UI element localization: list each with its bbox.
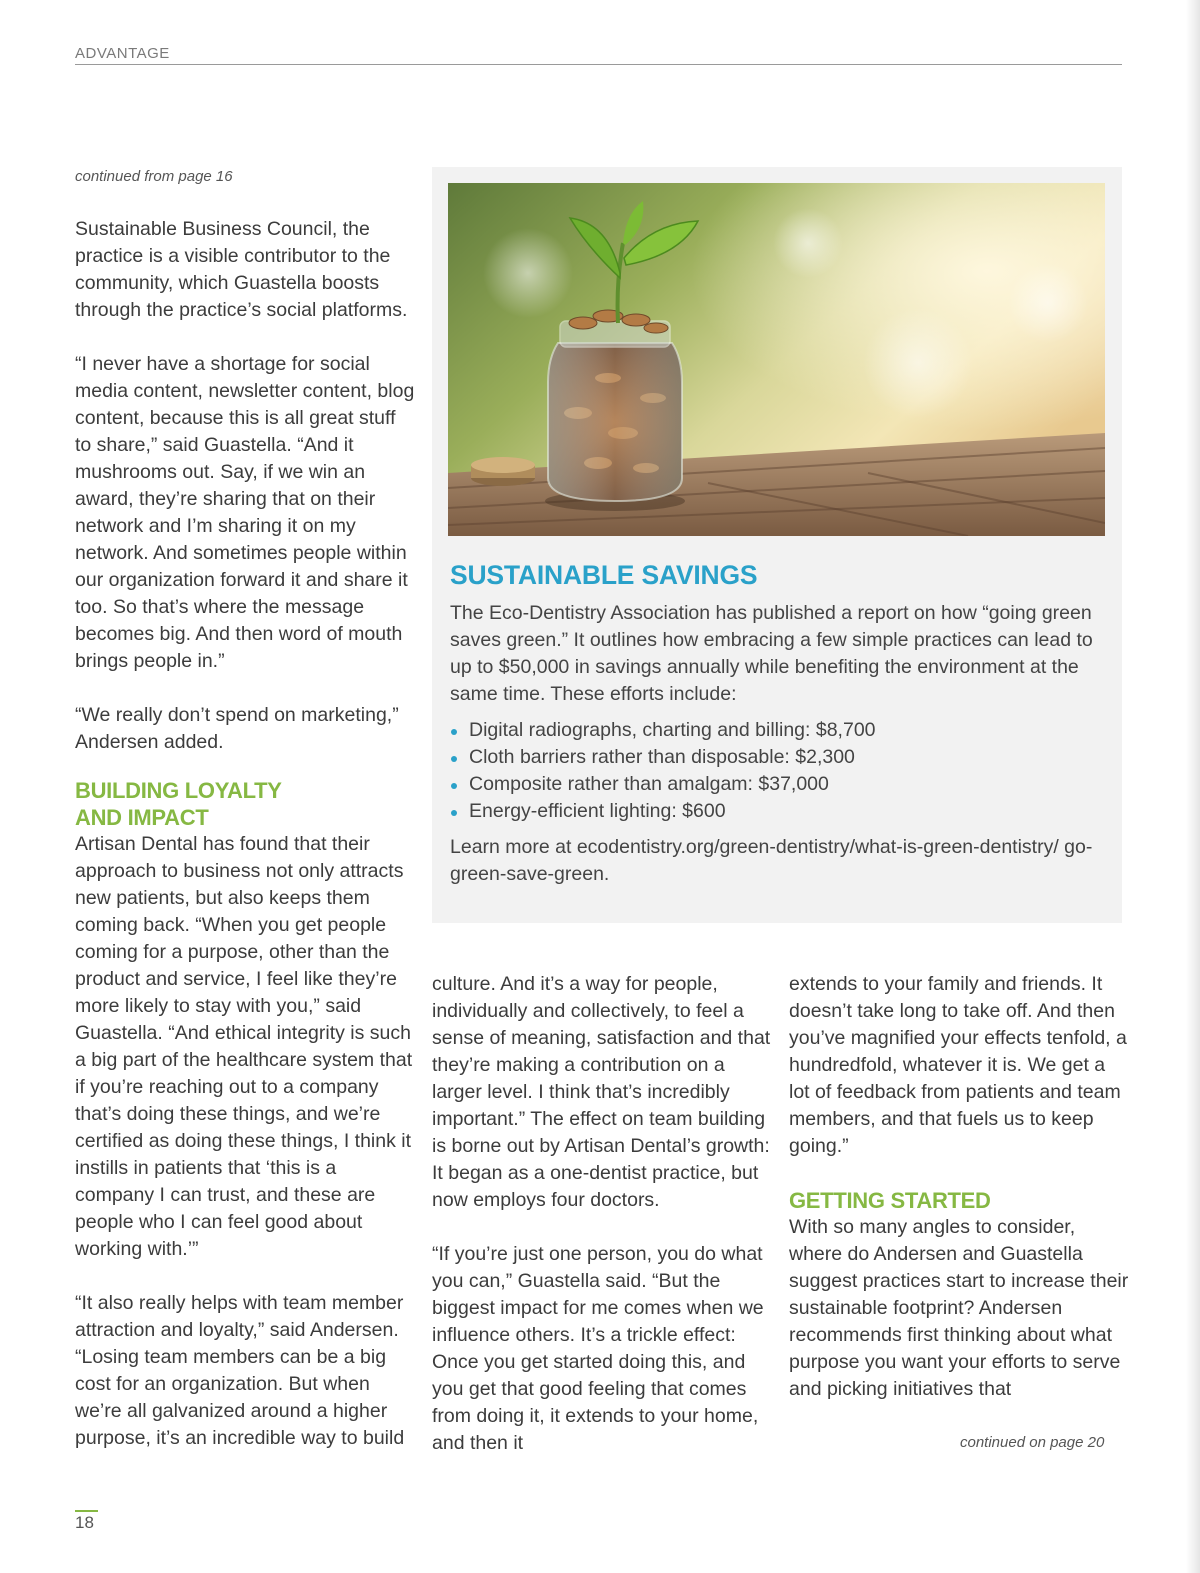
article-column-3 (789, 971, 1129, 1403)
sidebar-intro: The Eco-Dentistry Association has published a report on how “going green saves green.” It outlines how embracing a few simple practices can lead to up to $50,000 in savings annually while benefiting the environment at the same time. These efforts include: (450, 602, 1093, 705)
heading-line: AND IMPACT (75, 805, 209, 830)
list-item (450, 744, 1100, 771)
page-number-accent (75, 1510, 98, 1512)
section-heading-building-loyalty (75, 777, 415, 831)
header-divider (75, 64, 1122, 65)
sidebar-box (432, 167, 1122, 923)
paragraph: “We really don’t spend on marketing,” Andersen added. (75, 704, 399, 753)
list-item-text: Digital radiographs, charting and billing: $8,700 (469, 719, 876, 741)
section-label: ADVANTAGE (75, 45, 170, 62)
bullet-icon (451, 729, 457, 735)
bullet-icon (451, 756, 457, 762)
paragraph: Sustainable Business Council, the practice is a visible contributor to the community, which Guastella boosts through the practice’s social platforms. (75, 218, 408, 321)
list-item-text: Cloth barriers rather than disposable: $2,300 (469, 746, 855, 768)
continued-on-note: continued on page 20 (960, 1434, 1105, 1451)
bullet-icon (451, 810, 457, 816)
paragraph: “It also really helps with team member attraction and loyalty,” said Andersen. “Losing team members can be a big cost for an organization. But when we’re all galvanized around a higher purpose, it’s an incredible way to build (75, 1292, 405, 1449)
sidebar-title: SUSTAINABLE SAVINGS (450, 560, 758, 590)
sidebar-body (450, 600, 1100, 888)
learn-more-text: Learn more at ecodentistry.org/green-dentistry/what-is-green-dentistry/ go-green-save-green. (450, 836, 1093, 885)
continued-from-note: continued from page 16 (75, 168, 233, 185)
paragraph: Artisan Dental has found that their approach to business not only attracts new patients, but also keeps them coming back. “When you get people coming for a purpose, other than the product and service, I feel like they’re more likely to stay with you,” said Guastella. “And ethical integrity is such a big part of the healthcare system that if you’re reaching out to a company that’s doing these things, and we’re certified as doing these things, I think it instills in patients that ‘this is a company I can trust, and these are people who I can feel good about working with.’” (75, 833, 413, 1260)
article-column-1 (75, 216, 415, 1452)
page-edge-shadow (1186, 0, 1200, 1573)
list-item-text: Energy-efficient lighting: $600 (469, 800, 726, 822)
paragraph: “If you’re just one person, you do what you can,” Guastella said. “But the biggest impact for me comes when we influence others. It’s a trickle effect: Once you get started doing this, and you get that good feeling that comes from doing it, it extends to your home, and then it (432, 1243, 764, 1454)
plant-in-coin-jar-photo (448, 183, 1105, 536)
list-item (450, 771, 1100, 798)
paragraph: With so many angles to consider, where do Andersen and Guastella suggest practices start to increase their sustainable footprint? Andersen recommends first thinking about what purpose you want your efforts to serve and picking initiatives that (789, 1216, 1129, 1400)
list-item (450, 717, 1100, 744)
paragraph: “I never have a shortage for social media content, newsletter content, blog content, because this is all great stuff to share,” said Guastella. “And it mushrooms out. Say, if we win an award, they’re sharing that on their network and I’m sharing it on my network. And sometimes people within our organization forward it and share it too. So that’s where the message becomes big. And then word of mouth brings people in.” (75, 353, 415, 672)
savings-list (450, 717, 1100, 825)
bullet-icon (451, 783, 457, 789)
list-item-text: Composite rather than amalgam: $37,000 (469, 773, 829, 795)
paragraph: culture. And it’s a way for people, individually and collectively, to feel a sense of meaning, satisfaction and that they’re making a contribution on a larger level. I think that’s incredibly important.” The effect on team building is borne out by Artisan Dental’s growth: It began as a one-dentist practice, but now employs four doctors. (432, 973, 771, 1211)
list-item (450, 798, 1100, 825)
paragraph: extends to your family and friends. It doesn’t take long to take off. And then you’ve magnified your effects tenfold, a hundredfold, whatever it is. We get a lot of feedback from patients and team members, and that fuels us to keep going.” (789, 973, 1127, 1157)
heading-line: BUILDING LOYALTY (75, 778, 282, 803)
section-heading-getting-started: GETTING STARTED (789, 1188, 991, 1213)
page-number: 18 (75, 1513, 94, 1532)
article-column-2 (432, 971, 772, 1457)
